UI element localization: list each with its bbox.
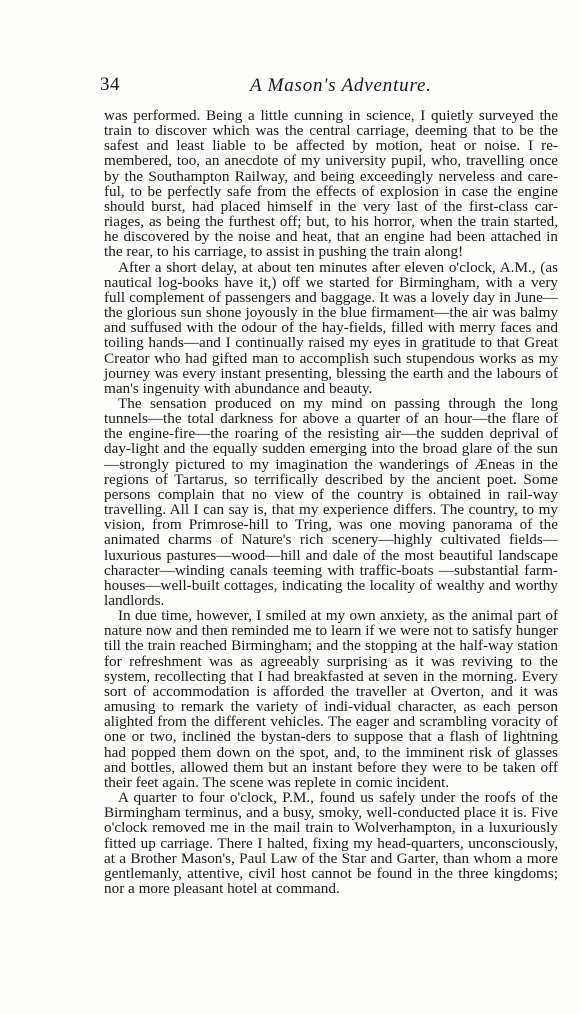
body-text xyxy=(104,108,558,896)
page-header xyxy=(100,74,560,100)
paragraph: In due time, however, I smiled at my own anxiety, as the animal part of nature now and then reminded me to learn if we were not to satisfy hunger till the train reached Birmingham; and the stopping at the half-way station for refreshment was as agreeably surprising as it was reviving to the system, recollecting that I had breakfasted at seven in the morning. Every sort of accommodation is afforded the traveller at Overton, and it was amusing to remark the variety of indi-vidual character, as each person alighted from the different vehicles. The eager and scrambling voracity of one or two, inclined the bystan-ders to suppose that a flash of lightning had popped them down on the spot, and, to the imminent risk of glasses and bottles, allowed them but an instant before they were to be taken off their feet again. The scene was replete in comic incident. xyxy=(104,607,558,791)
paragraph: A quarter to four o'clock, P.M., found us safely under the roofs of the Birmingham terminus, and a busy, smoky, well-conducted place it is. Five o'clock removed me in the mail train to Wolverhampton, in a luxuriously fitted up carriage. There I halted, fixing my head-quarters, unconsciously, at a Brother Mason's, Paul Law of the Star and Garter, than whom a more gentlemanly, attentive, civil host cannot be found in the three kingdoms; nor a more pleasant hotel at command. xyxy=(104,789,558,897)
page-number: 34 xyxy=(100,74,120,95)
paragraph: The sensation produced on my mind on passing through the long tunnels—the total darkness for above a quarter of an hour—the flare of the engine-fire—the roaring of the resisting air—the sudden deprival of day-light and the equally sudden emerging into the broad glare of the sun—strongly pictured to my imagination the wanderings of Æneas in the regions of Tartarus, so terrifically described by the ancient poet. Some persons complain that no view of the country is obtained in rail-way travelling. All I can say is, that my experience differs. The country, to my vision, from Primrose-hill to Tring, was one moving panorama of the animated charms of Nature's rich scenery—highly cultivated fields—luxurious pastures—wood—hill and dale of the most beautiful landscape character—winding canals teeming with traffic-boats —substantial farm-houses—well-built cottages, indicating the locality of wealthy and worthy landlords. xyxy=(104,394,558,609)
running-title: A Mason's Adventure. xyxy=(250,75,432,96)
paragraph: After a short delay, at about ten minutes after eleven o'clock, A.M., (as nautical log-books have it,) off we started for Birmingham, with a very full complement of passengers and baggage. It was a lovely day in June—the glorious sun shone joyously in the blue firmament—the air was balmy and suffused with the odour of the hay-fields, filled with merry faces and toiling hands—and I continually raised my eyes in gratitude to that Great Creator who had gifted man to accomplish such stupendous works as my journey was every instant presenting, blessing the earth and the labours of man's ingenuity with abundance and beauty. xyxy=(104,258,558,397)
paragraph: was performed. Being a little cunning in science, I quietly surveyed the train to discover which was the central carriage, deeming that to be the safest and least liable to be affected by motion, heat or noise. I re-membered, too, an anecdote of my university pupil, who, travelling once by the Southampton Railway, and being exceedingly nerveless and care-ful, to be perfectly safe from the effects of explosion in case the engine should burst, had placed himself in the very last of the first-class car-riages, as being the furthest off; but, to his horror, when the train started, he discovered by the noise and heat, that an engine had been attached in the rear, to his carriage, to assist in pushing the train along! xyxy=(104,107,558,261)
